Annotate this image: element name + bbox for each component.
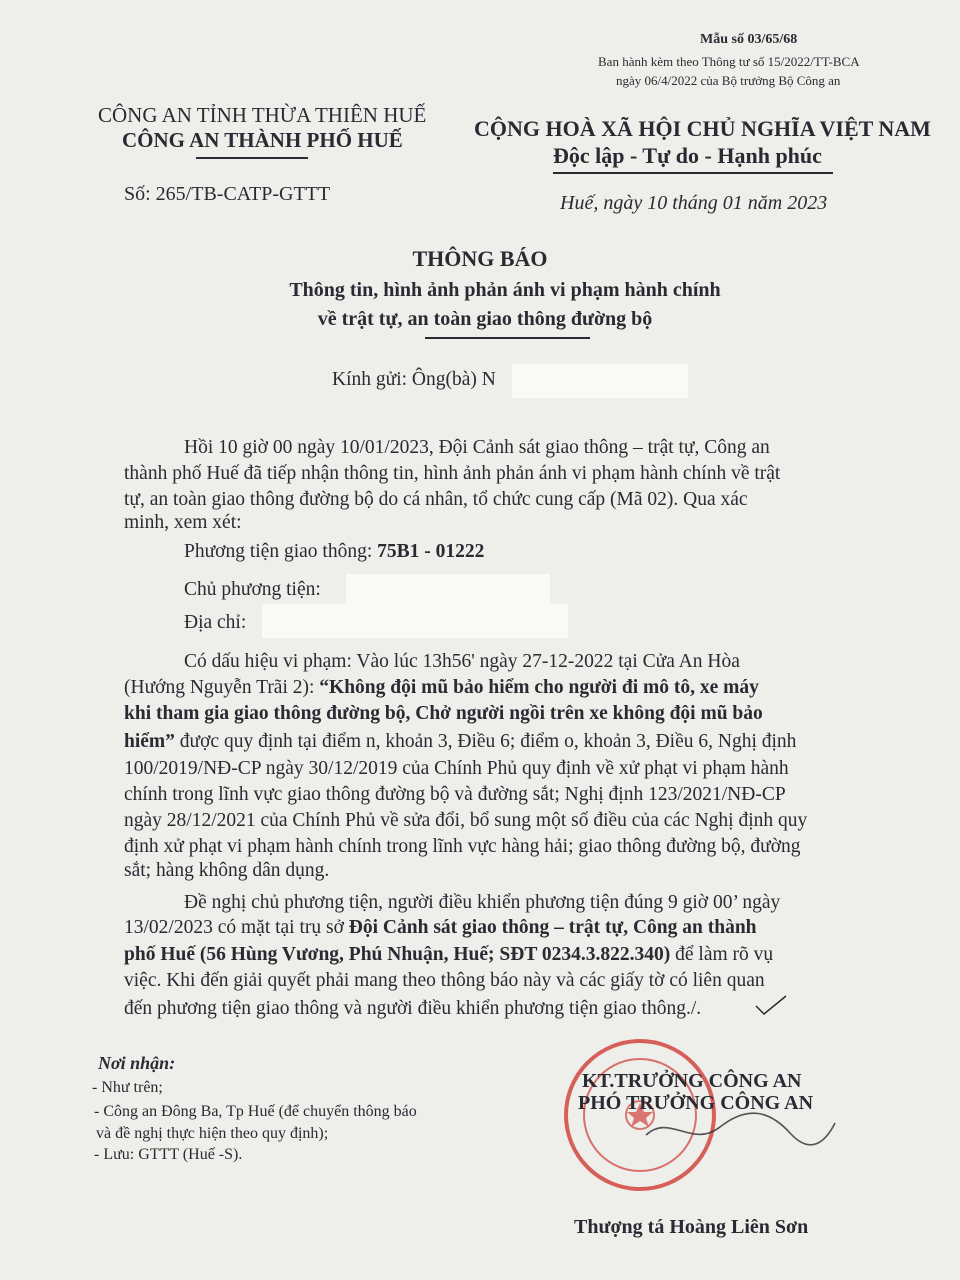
violation-line: ngày 28/12/2021 của Chính Phủ về sửa đổi, bổ sung một số điều của các Nghị định quy [124,810,808,831]
violation-description: khi tham gia giao thông đường bộ, Chở người ngồi trên xe không đội mũ bảo [124,703,763,724]
vehicle-label: Phương tiện giao thông: [184,541,378,562]
vehicle-line [184,541,484,563]
signer-name: Thượng tá Hoàng Liên Sơn [574,1216,809,1238]
request-line [124,917,757,939]
intro-line: tự, an toàn giao thông đường bộ do cá nhân, tổ chức cung cấp (Mã 02). Qua xác [124,489,748,510]
violation-line: Có dấu hiệu vi phạm: Vào lúc 13h56' ngày 27-12-2022 tại Cửa An Hòa [184,651,740,672]
recipient-item: - Như trên; [92,1079,163,1096]
recipient-item: và đề nghị thực hiện theo quy định); [96,1125,329,1142]
recipient-line: Kính gửi: Ông(bà) N [332,369,496,390]
request-date: 13/02/2023 có mặt tại trụ sở [124,917,349,938]
request-line [124,944,773,966]
recipient-item: - Công an Đông Ba, Tp Huế (để chuyển thông báo [94,1103,417,1120]
checkmark-icon [752,994,792,1018]
document-title: THÔNG BÁO [412,246,548,271]
recipient-item: - Lưu: GTTT (Huế -S). [94,1146,243,1163]
redaction-box [512,364,688,398]
redaction-box [262,604,568,638]
request-office: phố Huế (56 Hùng Vương, Phú Nhuận, Huế; SĐT 0234.3.822.340) [124,944,671,965]
intro-line: thành phố Huế đã tiếp nhận thông tin, hình ảnh phản ánh vi phạm hành chính về trật [124,463,781,484]
violation-line [124,731,796,753]
national-motto: Độc lập - Tự do - Hạnh phúc [553,143,822,168]
parent-agency: CÔNG AN TỈNH THỪA THIÊN HUẾ [98,103,427,127]
issuing-agency: CÔNG AN THÀNH PHỐ HUẾ [122,128,403,152]
intro-line: minh, xem xét: [124,512,242,533]
recipients-heading: Nơi nhận: [98,1053,176,1073]
motto-underline [553,172,833,174]
agency-underline [196,157,308,159]
request-line: Đề nghị chủ phương tiện, người điều khiển phương tiện đúng 9 giờ 00’ ngày [184,892,781,913]
violation-line: sắt; hàng không dân dụng. [124,860,330,881]
document-date: Huế, ngày 10 tháng 01 năm 2023 [560,192,828,214]
violation-line: chính trong lĩnh vực giao thông đường bộ và đường sắt; Nghị định 123/2021/NĐ-CP [124,784,786,805]
request-line: việc. Khi đến giải quyết phải mang theo thông báo này và các giấy tờ có liên quan [124,970,765,991]
form-reference-line-1: Ban hành kèm theo Thông tư số 15/2022/TT-BCA [598,54,860,69]
request-line: đến phương tiện giao thông và người điều khiển phương tiện giao thông./. [124,998,702,1019]
violation-location: (Hướng Nguyễn Trãi 2): [124,677,320,698]
signature-title: PHÓ TRƯỞNG CÔNG AN [578,1092,814,1114]
request-office: Đội Cảnh sát giao thông – trật tự, Công an thành [348,917,757,938]
intro-line: Hồi 10 giờ 00 ngày 10/01/2023, Đội Cảnh sát giao thông – trật tự, Công an [184,437,770,458]
vehicle-plate: 75B1 - 01222 [377,541,485,562]
document-subtitle-line-2: về trật tự, an toàn giao thông đường bộ [317,308,653,330]
document-number: Số: 265/TB-CATP-GTTT [124,183,331,205]
signature-authority: KT.TRƯỞNG CÔNG AN [582,1070,802,1092]
address-label: Địa chỉ: [184,612,247,633]
violation-line: 100/2019/NĐ-CP ngày 30/12/2019 của Chính Phủ quy định về xử phạt vi phạm hành [124,758,789,779]
form-code: Mẫu số 03/65/68 [700,32,798,47]
violation-description: hiểm” [124,731,175,752]
violation-line [124,677,759,699]
document-subtitle-line-1: Thông tin, hình ảnh phản ánh vi phạm hành chính [289,279,721,301]
subtitle-underline [425,337,590,339]
national-title: CỘNG HOÀ XÃ HỘI CHỦ NGHĨA VIỆT NAM [474,116,931,141]
violation-legal-basis: được quy định tại điểm n, khoản 3, Điều 6; điểm o, khoản 3, Điều 6, Nghị định [174,731,797,752]
owner-label: Chủ phương tiện: [184,579,321,600]
request-purpose: để làm rõ vụ [670,944,774,965]
form-reference-line-2: ngày 06/4/2022 của Bộ trưởng Bộ Công an [616,73,841,88]
violation-line: định xử phạt vi phạm hành chính trong lĩnh vực hàng hải; giao thông đường bộ, đường [124,836,801,857]
violation-description: “Không đội mũ bảo hiểm cho người đi mô tô, xe máy [319,677,759,698]
